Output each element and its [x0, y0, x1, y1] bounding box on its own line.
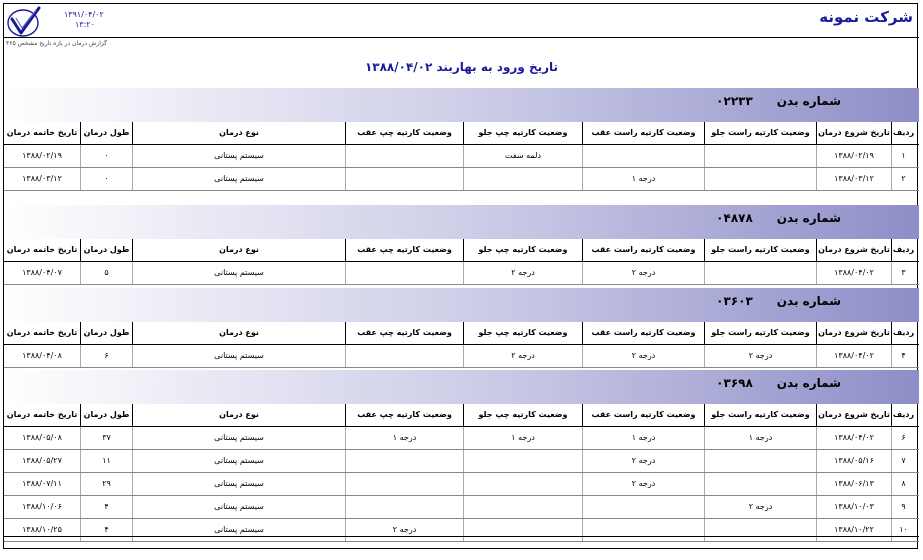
column-header-lf: وضعیت کارتیه چپ جلو	[464, 122, 583, 144]
column-header-start: تاریخ شروع درمان	[817, 404, 892, 426]
table-row	[4, 262, 919, 285]
cell-lr: درجه ۱	[346, 427, 464, 449]
body-number-label	[716, 294, 841, 308]
cell-start: ۱۳۸۸/۱۰/۲۲	[817, 519, 892, 541]
column-header-rr: وضعیت کارتیه راست عقب	[583, 239, 705, 261]
cell-len: ۴	[81, 496, 133, 518]
cell-start: ۱۳۸۸/۰۵/۱۶	[817, 450, 892, 472]
group-header-band	[4, 288, 919, 322]
cell-len: ۲۹	[81, 473, 133, 495]
cell-rr	[583, 496, 705, 518]
cell-lr	[346, 145, 464, 167]
cell-rr: درجه ۲	[583, 473, 705, 495]
body-number-label	[716, 94, 841, 108]
cell-lr: درجه ۲	[346, 519, 464, 541]
group-header-band	[4, 370, 919, 404]
body-number-label	[716, 376, 841, 390]
cell-end: ۱۳۸۸/۰۴/۰۸	[4, 345, 81, 367]
column-header-rf: وضعیت کارتیه راست جلو	[705, 404, 817, 426]
cell-lf	[464, 450, 583, 472]
column-header-lf: وضعیت کارتیه چپ جلو	[464, 239, 583, 261]
column-header-row	[4, 239, 919, 262]
body-number-value: ۰۳۶۹۸	[716, 376, 753, 390]
cell-lr	[346, 168, 464, 190]
check-v-logo-icon	[6, 5, 42, 39]
cell-rf	[705, 145, 817, 167]
cell-start: ۱۳۸۸/۰۶/۱۳	[817, 473, 892, 495]
cell-end: ۱۳۸۸/۰۲/۱۹	[4, 145, 81, 167]
cell-len: ۳۷	[81, 427, 133, 449]
table-row	[4, 496, 919, 519]
cell-rf	[705, 262, 817, 284]
header-divider	[4, 37, 919, 38]
table-row	[4, 168, 919, 191]
cell-len: ۱۱	[81, 450, 133, 472]
column-header-raw: ردیف	[892, 245, 915, 254]
column-header-end: تاریخ خاتمه درمان	[4, 404, 81, 426]
cell-raw: ۱	[901, 151, 906, 160]
body-number-caption: شماره بدن	[776, 376, 841, 390]
cell-type: سیستم پستانی	[133, 519, 346, 541]
cell-type: سیستم پستانی	[133, 496, 346, 518]
cell-type: سیستم پستانی	[133, 450, 346, 472]
column-header-type: نوع درمان	[133, 322, 346, 344]
table-row	[4, 473, 919, 496]
cell-rr: درجه ۱	[583, 427, 705, 449]
cell-end: ۱۳۸۸/۰۷/۱۱	[4, 473, 81, 495]
cell-rf	[705, 473, 817, 495]
body-number-value: ۰۴۸۷۸	[716, 211, 753, 225]
column-header-len: طول درمان	[81, 404, 133, 426]
cell-rr: درجه ۲	[583, 345, 705, 367]
cell-end: ۱۳۸۸/۰۵/۰۸	[4, 427, 81, 449]
column-header-start: تاریخ شروع درمان	[817, 322, 892, 344]
cell-rr: درجه ۲	[583, 450, 705, 472]
cell-start: ۱۳۸۸/۰۳/۱۲	[817, 168, 892, 190]
column-header-type: نوع درمان	[133, 404, 346, 426]
column-header-type: نوع درمان	[133, 239, 346, 261]
column-header-row	[4, 322, 919, 345]
cell-len: ۰	[81, 145, 133, 167]
cell-rr	[583, 519, 705, 541]
cell-rf	[705, 168, 817, 190]
column-header-lr: وضعیت کارتیه چپ عقب	[346, 239, 464, 261]
cell-lr	[346, 345, 464, 367]
cell-raw: ۳	[901, 268, 906, 277]
cell-raw: ۸	[901, 479, 906, 488]
column-header-row	[4, 122, 919, 145]
cell-type: سیستم پستانی	[133, 262, 346, 284]
group-header-band	[4, 88, 919, 122]
column-header-lf: وضعیت کارتیه چپ جلو	[464, 322, 583, 344]
cell-start: ۱۳۸۸/۰۴/۰۲	[817, 345, 892, 367]
print-date: ۱۳۹۱/۰۴/۰۲	[64, 10, 104, 19]
cell-type: سیستم پستانی	[133, 168, 346, 190]
body-number-label	[716, 211, 841, 225]
column-header-rr: وضعیت کارتیه راست عقب	[583, 322, 705, 344]
column-header-len: طول درمان	[81, 322, 133, 344]
cell-rr: درجه ۲	[583, 262, 705, 284]
cell-len: ۰	[81, 168, 133, 190]
column-header-raw: ردیف	[892, 128, 915, 137]
print-time: ۱۳:۲۰	[75, 20, 95, 29]
cell-start: ۱۳۸۸/۰۴/۰۲	[817, 262, 892, 284]
cell-lf	[464, 519, 583, 541]
cell-raw: ۴	[901, 351, 906, 360]
body-number-caption: شماره بدن	[776, 94, 841, 108]
cell-type: سیستم پستانی	[133, 427, 346, 449]
column-header-lr: وضعیت کارتیه چپ عقب	[346, 404, 464, 426]
cell-start: ۱۳۸۸/۰۲/۱۹	[817, 145, 892, 167]
cell-type: سیستم پستانی	[133, 473, 346, 495]
table-row	[4, 519, 919, 542]
cell-rf	[705, 519, 817, 541]
cell-raw: ۹	[901, 502, 906, 511]
column-header-end: تاریخ خاتمه درمان	[4, 239, 81, 261]
column-header-row	[4, 404, 919, 427]
cell-lf: درجه ۲	[464, 262, 583, 284]
cell-end: ۱۳۸۸/۱۰/۰۶	[4, 496, 81, 518]
column-header-lf: وضعیت کارتیه چپ جلو	[464, 404, 583, 426]
table-row	[4, 145, 919, 168]
cell-rr: درجه ۱	[583, 168, 705, 190]
column-header-raw: ردیف	[892, 328, 915, 337]
cell-lf: دلمه سفت	[464, 145, 583, 167]
column-header-start: تاریخ شروع درمان	[817, 122, 892, 144]
table-row	[4, 450, 919, 473]
column-header-lr: وضعیت کارتیه چپ عقب	[346, 322, 464, 344]
company-name: شرکت نمونه	[819, 8, 913, 26]
cell-rf: درجه ۲	[705, 345, 817, 367]
cell-raw: ۱۰	[899, 525, 908, 534]
column-header-lr: وضعیت کارتیه چپ عقب	[346, 122, 464, 144]
column-header-end: تاریخ خاتمه درمان	[4, 322, 81, 344]
column-header-len: طول درمان	[81, 122, 133, 144]
cell-lf	[464, 168, 583, 190]
column-header-end: تاریخ خاتمه درمان	[4, 122, 81, 144]
cell-end: ۱۳۸۸/۱۰/۲۵	[4, 519, 81, 541]
column-header-raw: ردیف	[892, 410, 915, 419]
table-row	[4, 427, 919, 450]
cell-lr	[346, 473, 464, 495]
cell-type: سیستم پستانی	[133, 345, 346, 367]
body-number-caption: شماره بدن	[776, 211, 841, 225]
cell-lf	[464, 496, 583, 518]
cell-end: ۱۳۸۸/۰۳/۱۲	[4, 168, 81, 190]
cell-rr	[583, 145, 705, 167]
cell-type: سیستم پستانی	[133, 145, 346, 167]
report-subtitle: گزارش درمان در بازه تاریخ مشخص ۴۶۵	[6, 40, 108, 47]
cell-raw: ۲	[901, 174, 906, 183]
cell-len: ۶	[81, 345, 133, 367]
cell-start: ۱۳۸۸/۱۰/۰۳	[817, 496, 892, 518]
body-number-value: ۰۲۲۳۳	[716, 94, 753, 108]
cell-end: ۱۳۸۸/۰۴/۰۷	[4, 262, 81, 284]
body-number-value: ۰۳۶۰۳	[716, 294, 753, 308]
cell-raw: ۷	[901, 456, 906, 465]
report-title: تاریخ ورود به بهاربند ۱۳۸۸/۰۴/۰۲	[364, 60, 559, 74]
cell-lf	[464, 473, 583, 495]
cell-start: ۱۳۸۸/۰۴/۰۲	[817, 427, 892, 449]
footer-divider	[4, 536, 919, 537]
column-header-len: طول درمان	[81, 239, 133, 261]
cell-rf: درجه ۱	[705, 427, 817, 449]
cell-len: ۵	[81, 262, 133, 284]
cell-len: ۴	[81, 519, 133, 541]
cell-lr	[346, 450, 464, 472]
cell-lf: درجه ۲	[464, 345, 583, 367]
body-number-caption: شماره بدن	[776, 294, 841, 308]
cell-lr	[346, 496, 464, 518]
cell-rf: درجه ۲	[705, 496, 817, 518]
column-header-rr: وضعیت کارتیه راست عقب	[583, 404, 705, 426]
table-row	[4, 345, 919, 368]
column-header-rf: وضعیت کارتیه راست جلو	[705, 122, 817, 144]
column-header-type: نوع درمان	[133, 122, 346, 144]
column-header-rr: وضعیت کارتیه راست عقب	[583, 122, 705, 144]
column-header-rf: وضعیت کارتیه راست جلو	[705, 322, 817, 344]
cell-end: ۱۳۸۸/۰۵/۲۷	[4, 450, 81, 472]
column-header-start: تاریخ شروع درمان	[817, 239, 892, 261]
cell-lf: درجه ۱	[464, 427, 583, 449]
group-header-band	[4, 205, 919, 239]
cell-rf	[705, 450, 817, 472]
column-header-rf: وضعیت کارتیه راست جلو	[705, 239, 817, 261]
cell-raw: ۶	[901, 433, 906, 442]
cell-lr	[346, 262, 464, 284]
